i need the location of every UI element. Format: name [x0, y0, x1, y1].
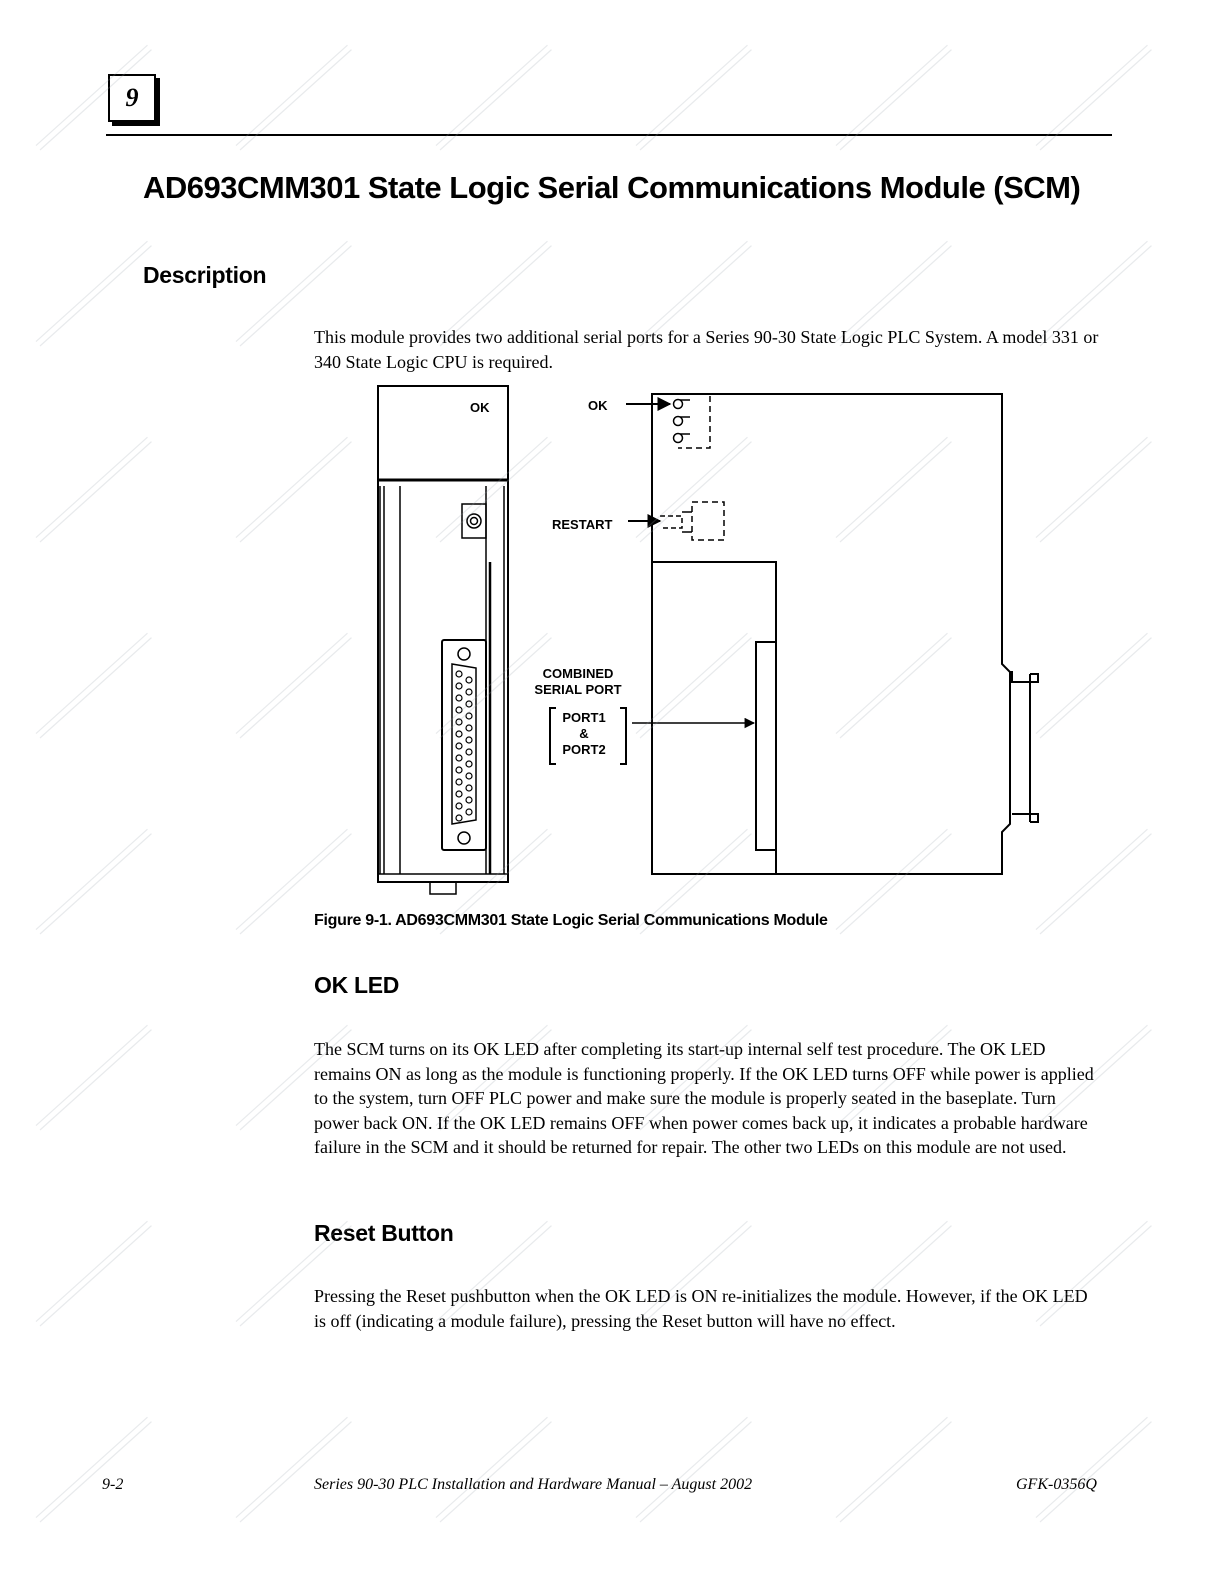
callout-port1-label: PORT1: [562, 710, 606, 725]
callout-serial-port-label: SERIAL PORT: [534, 682, 622, 697]
serial-connector-front: [442, 640, 486, 850]
ok-led-heading: OK LED: [314, 972, 400, 998]
chapter-number-box: 9: [108, 74, 156, 122]
figure-caption: Figure 9-1. AD693CMM301 State Logic Serial Communications Module: [314, 912, 828, 929]
callout-ok-label: OK: [588, 398, 608, 413]
serial-port-side: [756, 642, 776, 850]
module-side-outline: [652, 394, 1010, 874]
footer-manual-title: Series 90-30 PLC Installation and Hardware Manual – August 2002: [314, 1476, 753, 1493]
callout-port2-label: PORT2: [562, 742, 606, 757]
restart-button-front: [462, 504, 486, 538]
footer-page-number: 9-2: [102, 1476, 124, 1493]
reset-button-paragraph: Pressing the Reset pushbutton when the OK LED is ON re-initializes the module. However, if the OK LED is off (indicating a module failure), pressing the Reset button will have no effect.: [314, 1286, 1088, 1331]
reset-button-heading: Reset Button: [314, 1220, 454, 1246]
led-group: [674, 396, 711, 448]
description-heading: Description: [143, 262, 267, 288]
callout-restart-label: RESTART: [552, 517, 613, 532]
restart-button-side: [660, 502, 724, 540]
description-paragraph: This module provides two additional serial ports for a Series 90-30 State Logic PLC System. A model 331 or 340 State Logic CPU is required.: [314, 327, 1099, 372]
front-ok-label: OK: [470, 400, 490, 415]
callout-combined-label: COMBINED: [542, 666, 614, 681]
footer-doc-id: GFK-0356Q: [1016, 1476, 1097, 1493]
ok-led-paragraph: The SCM turns on its OK LED after completing its start-up internal self test procedure. The OK LED remains ON as long as the module is functioning properly. If the OK LED turns OFF while power is applied to the system, turn OFF PLC power and make sure the module is properly seated in the baseplate. Turn power back ON. If the OK LED remains OFF when power comes back up, it indicates a probable hardware failure in the SCM and it should be returned for repair. The other two LEDs on this module are not used.: [314, 1039, 1094, 1158]
header-rule: [106, 134, 1112, 136]
module-figure: [360, 382, 1060, 902]
callout-and-label: &: [579, 726, 589, 741]
page-title: AD693CMM301 State Logic Serial Communications Module (SCM): [143, 170, 1081, 205]
module-diagram: [360, 382, 1060, 902]
connector-pins: [456, 671, 472, 821]
